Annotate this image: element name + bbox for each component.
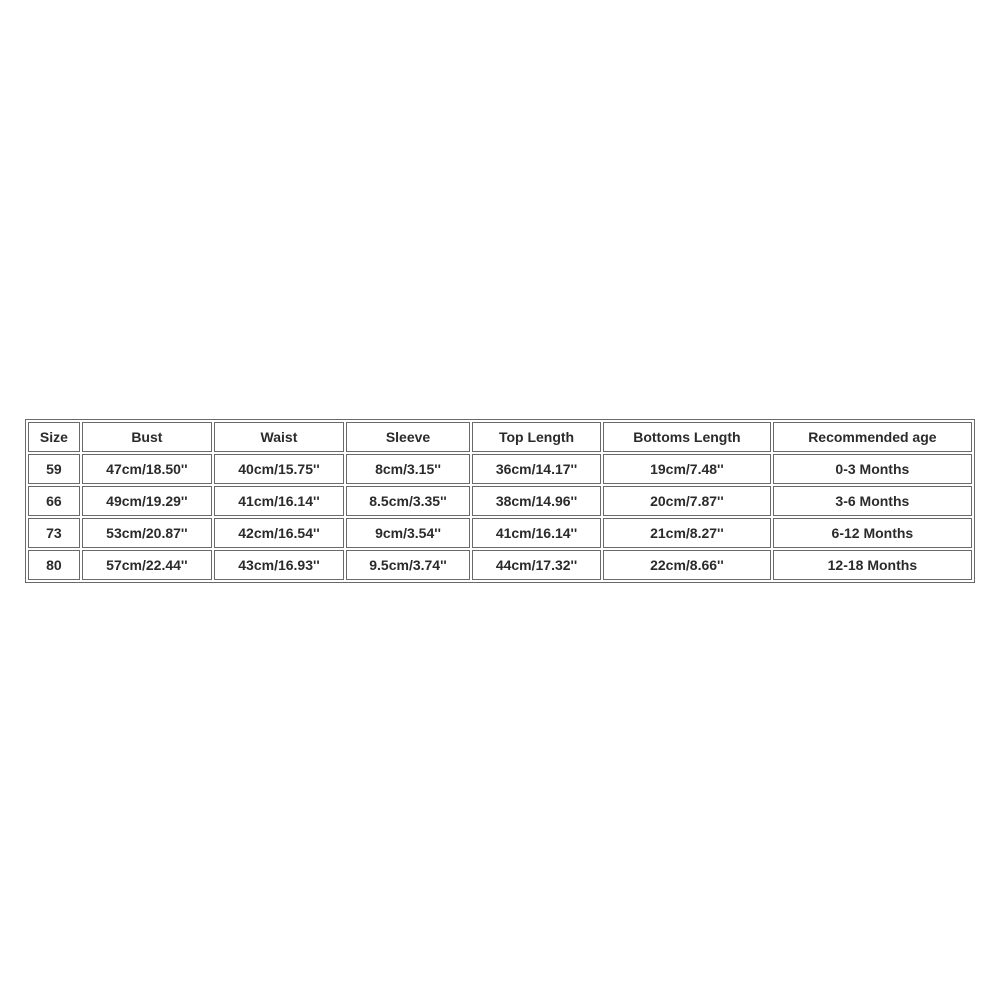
table-row: [28, 454, 972, 484]
cell-top-length: 44cm/17.32'': [472, 550, 601, 580]
cell-recommended-age: 6-12 Months: [773, 518, 972, 548]
header-bottoms-length: Bottoms Length: [603, 422, 771, 452]
cell-bottoms-length: 19cm/7.48'': [603, 454, 771, 484]
header-top-length: Top Length: [472, 422, 601, 452]
table-row: [28, 518, 972, 548]
cell-size: 59: [28, 454, 80, 484]
header-size: Size: [28, 422, 80, 452]
header-recommended-age: Recommended age: [773, 422, 972, 452]
cell-bottoms-length: 21cm/8.27'': [603, 518, 771, 548]
cell-bust: 47cm/18.50'': [82, 454, 212, 484]
cell-waist: 43cm/16.93'': [214, 550, 344, 580]
table-row: [28, 550, 972, 580]
cell-recommended-age: 12-18 Months: [773, 550, 972, 580]
cell-recommended-age: 0-3 Months: [773, 454, 972, 484]
size-chart-table: [25, 419, 975, 583]
cell-waist: 41cm/16.14'': [214, 486, 344, 516]
cell-sleeve: 8.5cm/3.35'': [346, 486, 470, 516]
cell-sleeve: 9.5cm/3.74'': [346, 550, 470, 580]
header-sleeve: Sleeve: [346, 422, 470, 452]
cell-bottoms-length: 20cm/7.87'': [603, 486, 771, 516]
cell-waist: 42cm/16.54'': [214, 518, 344, 548]
cell-top-length: 36cm/14.17'': [472, 454, 601, 484]
cell-top-length: 41cm/16.14'': [472, 518, 601, 548]
cell-bust: 57cm/22.44'': [82, 550, 212, 580]
cell-bust: 49cm/19.29'': [82, 486, 212, 516]
header-waist: Waist: [214, 422, 344, 452]
cell-recommended-age: 3-6 Months: [773, 486, 972, 516]
cell-size: 66: [28, 486, 80, 516]
cell-waist: 40cm/15.75'': [214, 454, 344, 484]
cell-bust: 53cm/20.87'': [82, 518, 212, 548]
cell-bottoms-length: 22cm/8.66'': [603, 550, 771, 580]
table-header-row: [28, 422, 972, 452]
table-row: [28, 486, 972, 516]
header-bust: Bust: [82, 422, 212, 452]
cell-size: 80: [28, 550, 80, 580]
cell-top-length: 38cm/14.96'': [472, 486, 601, 516]
cell-size: 73: [28, 518, 80, 548]
cell-sleeve: 9cm/3.54'': [346, 518, 470, 548]
cell-sleeve: 8cm/3.15'': [346, 454, 470, 484]
